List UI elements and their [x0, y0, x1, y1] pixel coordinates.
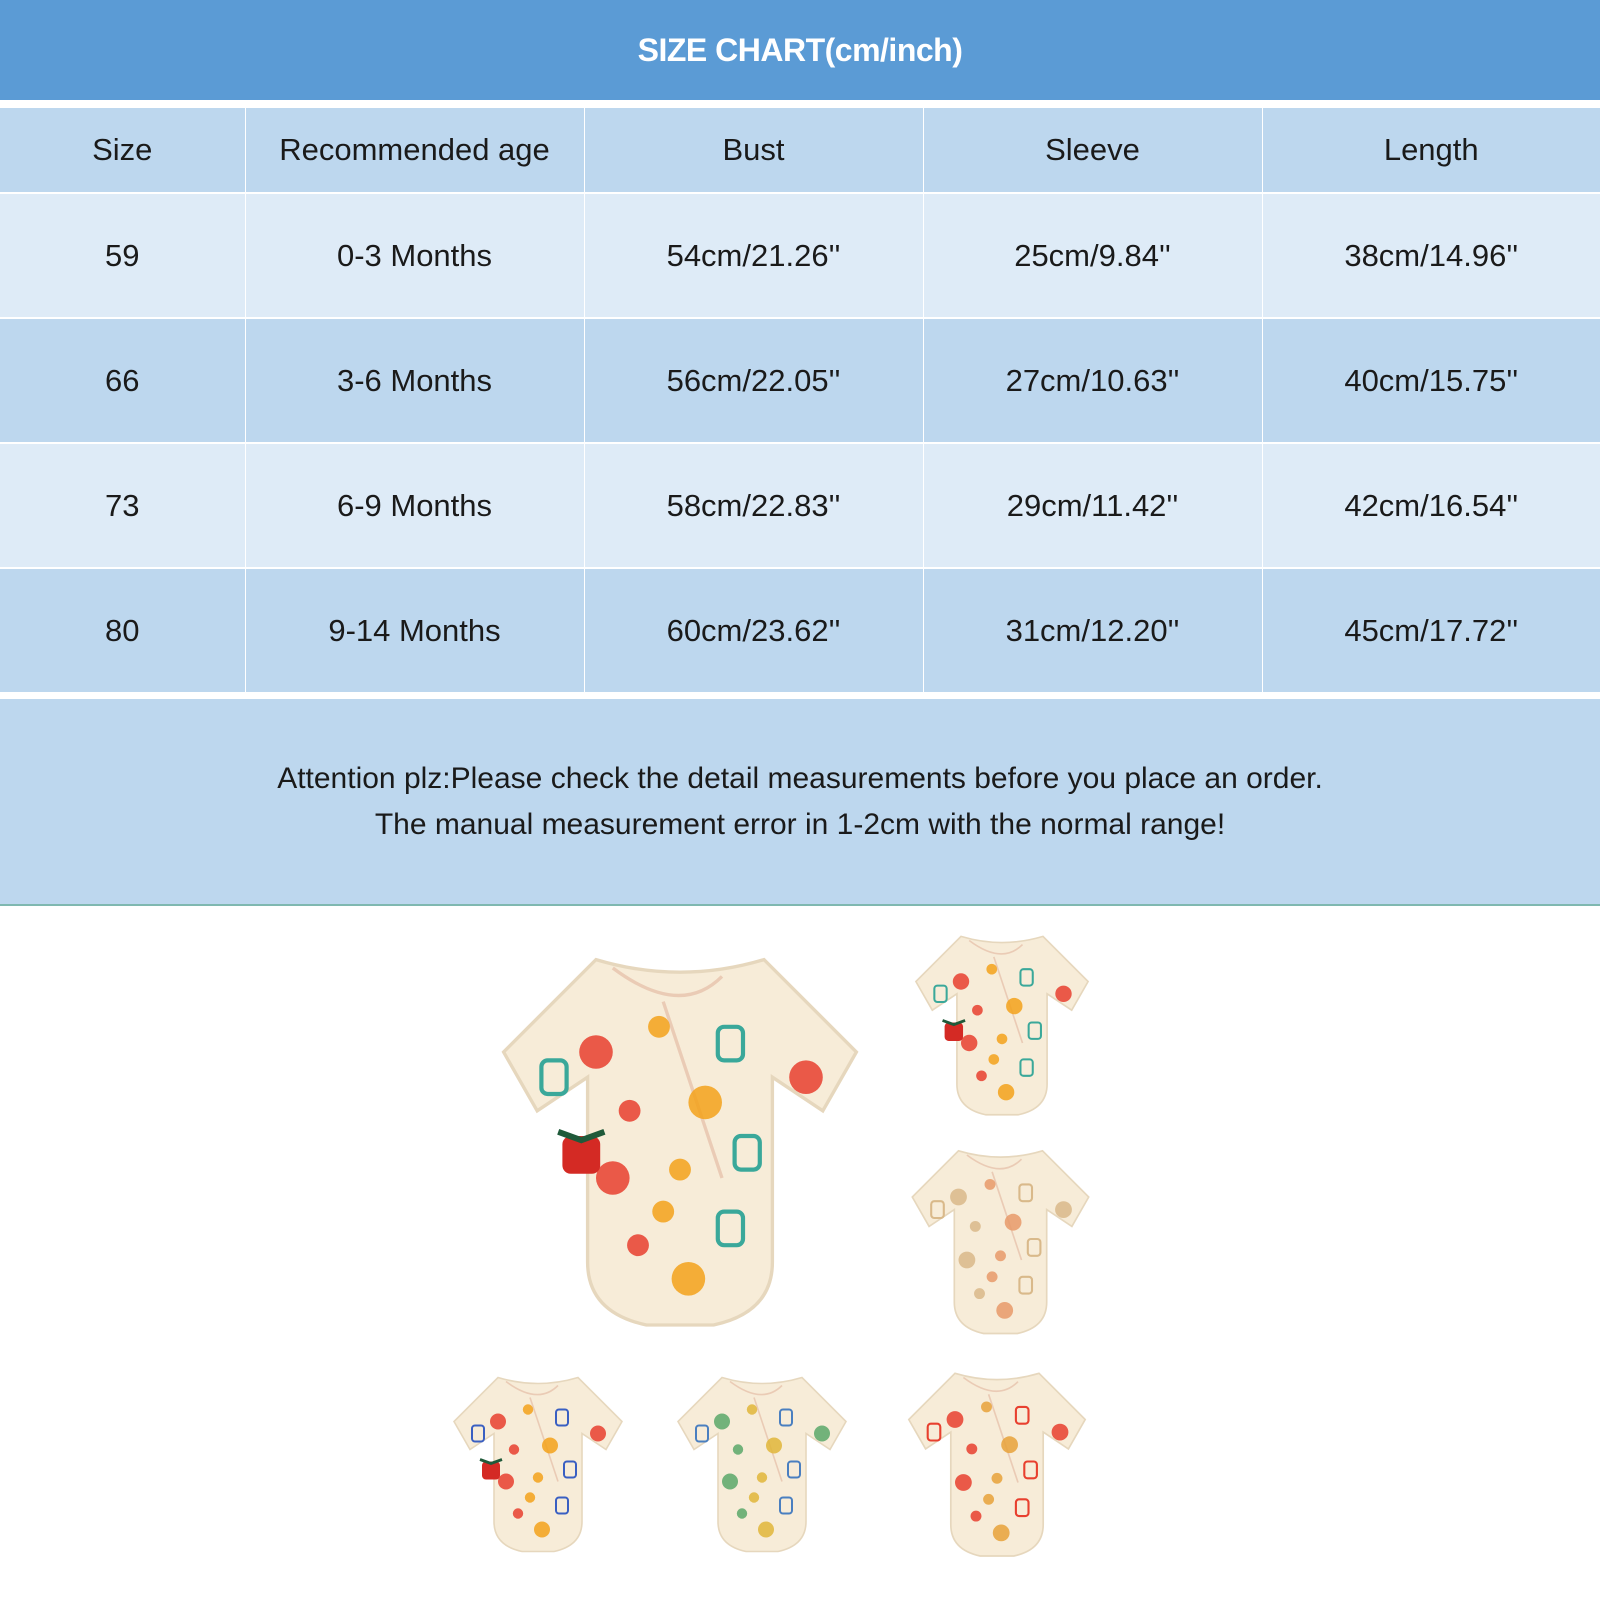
age-cell: 9-14 Months: [245, 568, 584, 693]
length-cell: 45cm/17.72'': [1262, 568, 1600, 693]
bust-cell: 56cm/22.05'': [584, 318, 923, 443]
size-cell: 59: [0, 193, 245, 318]
measurement-notice: [0, 699, 1600, 906]
product-image-main: [470, 926, 890, 1346]
size-cell: 80: [0, 568, 245, 693]
notice-line-2: The manual measurement error in 1-2cm with the normal range!: [374, 807, 1226, 841]
length-cell: 40cm/15.75'': [1262, 318, 1600, 443]
bodysuit-thumbnail-image: [662, 1354, 862, 1569]
table-row: [0, 568, 1600, 693]
length-cell: 38cm/14.96'': [1262, 193, 1600, 318]
product-thumbnail: [892, 920, 1112, 1125]
bust-cell: 54cm/21.26'': [584, 193, 923, 318]
header-row: [0, 108, 1600, 193]
bodysuit-thumbnail-image: [892, 1354, 1102, 1569]
size-cell: 66: [0, 318, 245, 443]
bodysuit-thumbnail-image: [892, 920, 1112, 1125]
column-header-sleeve: Sleeve: [923, 108, 1262, 193]
sleeve-cell: 25cm/9.84'': [923, 193, 1262, 318]
age-cell: 0-3 Months: [245, 193, 584, 318]
product-thumbnail: [662, 1354, 862, 1569]
product-gallery: [0, 906, 1600, 1600]
length-cell: 42cm/16.54'': [1262, 443, 1600, 568]
table-row: [0, 193, 1600, 318]
column-header-size: Size: [0, 108, 245, 193]
bodysuit-main-image: [470, 926, 890, 1346]
product-thumbnail: [438, 1354, 638, 1569]
bust-cell: 58cm/22.83'': [584, 443, 923, 568]
column-header-length: Length: [1262, 108, 1600, 193]
bust-cell: 60cm/23.62'': [584, 568, 923, 693]
column-header-recommended-age: Recommended age: [245, 108, 584, 193]
product-thumbnail: [892, 1354, 1102, 1569]
age-cell: 3-6 Months: [245, 318, 584, 443]
sleeve-cell: 29cm/11.42'': [923, 443, 1262, 568]
notice-line-1: Attention plz:Please check the detail measurements before you place an order.: [277, 761, 1323, 795]
table-row: [0, 443, 1600, 568]
size-chart-title: SIZE CHART(cm/inch): [0, 0, 1600, 104]
product-thumbnail: [888, 1134, 1113, 1344]
sleeve-cell: 27cm/10.63'': [923, 318, 1262, 443]
size-cell: 73: [0, 443, 245, 568]
sleeve-cell: 31cm/12.20'': [923, 568, 1262, 693]
bodysuit-thumbnail-image: [438, 1354, 638, 1569]
column-header-bust: Bust: [584, 108, 923, 193]
age-cell: 6-9 Months: [245, 443, 584, 568]
bodysuit-thumbnail-image: [888, 1134, 1113, 1344]
table-row: [0, 318, 1600, 443]
size-chart-table: [0, 108, 1600, 694]
